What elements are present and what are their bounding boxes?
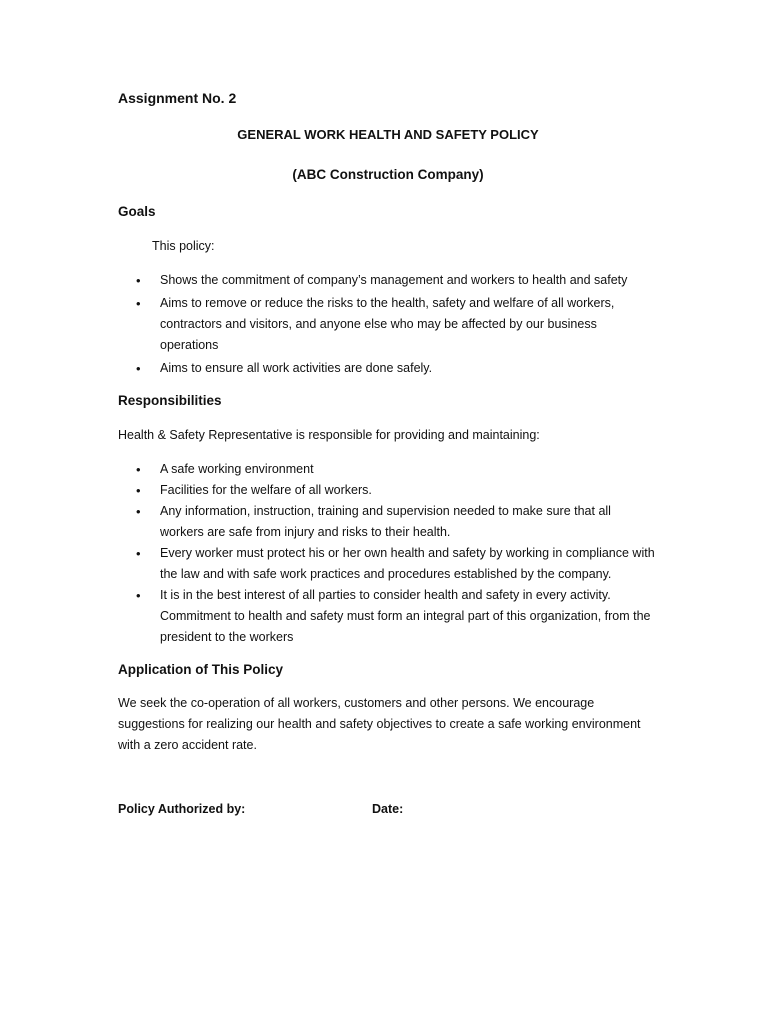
policy-authorized-label: Policy Authorized by: bbox=[118, 802, 246, 816]
application-text: We seek the co-operation of all workers, customers and other persons. We encourage suggestions for realizing our health and safety objectives to create a safe working environment with a zero accident rate. bbox=[118, 696, 641, 752]
document-content bbox=[118, 88, 658, 819]
list-item: • It is in the best interest of all parties to consider health and safety in every activity. Commitment to health and safety must form an integral part of this organization, from the president to the workers bbox=[118, 585, 658, 648]
responsibilities-intro: Health & Safety Representative is responsible for providing and maintaining: bbox=[118, 428, 540, 442]
company-subtitle: (ABC Construction Company) bbox=[292, 167, 484, 182]
policy-title: GENERAL WORK HEALTH AND SAFETY POLICY bbox=[237, 127, 539, 142]
goals-list bbox=[118, 270, 658, 379]
assignment-number: Assignment No. 2 bbox=[118, 90, 237, 106]
list-item: • Aims to ensure all work activities are done safely. bbox=[118, 358, 658, 379]
list-item: • Facilities for the welfare of all workers. bbox=[118, 480, 658, 501]
list-item: • Every worker must protect his or her own health and safety by working in compliance with the law and with safe work practices and procedures established by the company. bbox=[118, 543, 658, 585]
list-item: • A safe working environment bbox=[118, 459, 658, 480]
responsibilities-list bbox=[118, 459, 658, 648]
list-item: • Shows the commitment of company’s management and workers to health and safety bbox=[118, 270, 658, 291]
list-item: • Any information, instruction, training and supervision needed to make sure that all workers are safe from injury and risks to their health. bbox=[118, 501, 658, 543]
list-item: • Aims to remove or reduce the risks to the health, safety and welfare of all workers, contractors and visitors, and anyone else who may be affected by our business operations bbox=[118, 293, 658, 356]
responsibilities-heading: Responsibilities bbox=[118, 393, 222, 408]
signoff-row bbox=[118, 799, 658, 819]
application-heading: Application of This Policy bbox=[118, 662, 284, 677]
goals-intro: This policy: bbox=[152, 239, 215, 253]
date-label: Date: bbox=[372, 802, 404, 816]
goals-heading: Goals bbox=[118, 204, 156, 219]
